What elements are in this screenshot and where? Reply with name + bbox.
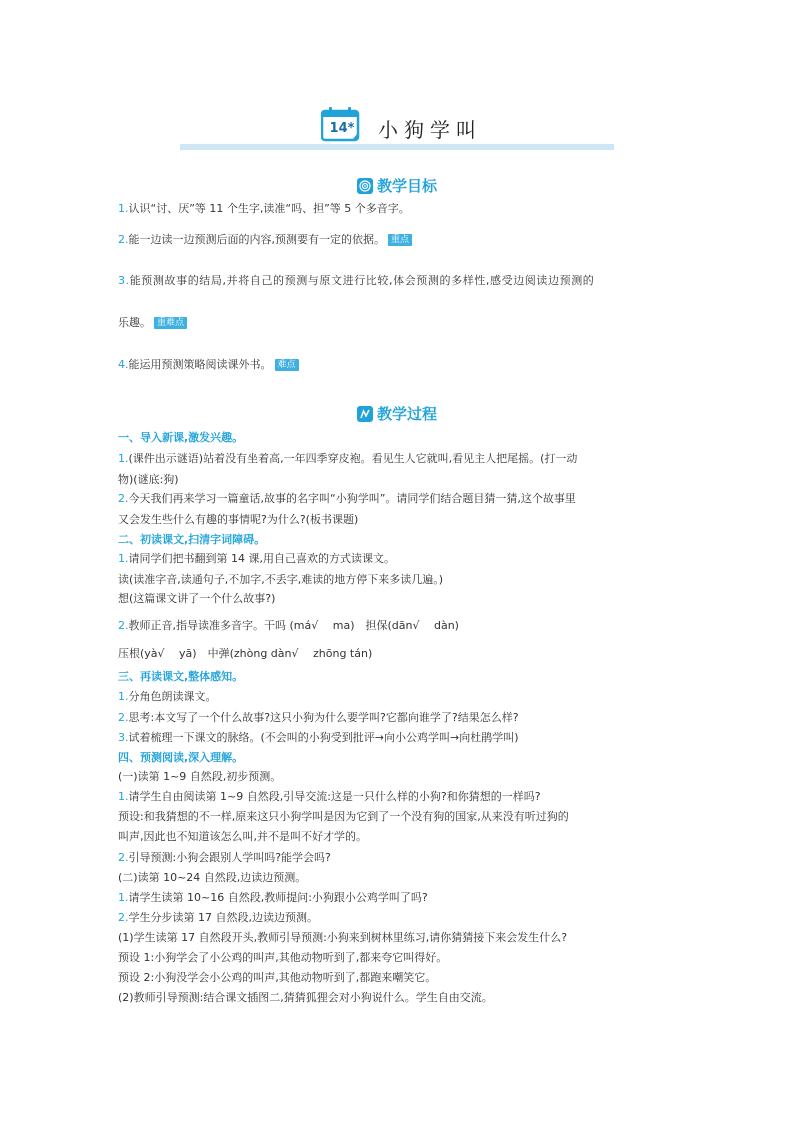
target-icon — [357, 178, 373, 194]
goal-item: 1.认识“讨、厌”等 11 个生字,读准“吗、担”等 5 个多音字。 — [118, 202, 410, 215]
process-line: 叫声,因此也不知道该怎么叫,并不是叫不好才学的。 — [118, 830, 367, 843]
process-line: 2.教师正音,指导读准多音字。干吗 (má√ ma) 担保(dān√ dàn) — [118, 619, 459, 632]
lesson-title-block — [180, 102, 614, 150]
process-line: 2.引导预测:小狗会跟别人学叫吗?能学会吗? — [118, 851, 331, 864]
lesson-number: 14* — [329, 121, 355, 136]
process-line: 预设:和我猜想的不一样,原来这只小狗学叫是因为它到了一个没有狗的国家,从来没有听过狗的 — [118, 810, 569, 823]
page-title: 小狗学叫 — [378, 118, 482, 142]
process-line: (一)读第 1~9 自然段,初步预测。 — [118, 770, 282, 783]
process-line: (二)读第 10~24 自然段,边读边预测。 — [118, 871, 307, 884]
key-difficulty-badge: 重难点 — [154, 317, 187, 329]
goal-item: 4.能运用预测策略阅读课外书。 难点 — [118, 357, 299, 373]
process-line: (1)学生读第 17 自然段开头,教师引导预测:小狗来到树林里练习,请你猜猜接下来会发生什么? — [118, 931, 568, 944]
process-line: 2.学生分步读第 17 自然段,边读边预测。 — [118, 911, 318, 924]
process-line: 2.思考:本文写了一个什么故事?这只小狗为什么要学叫?它都向谁学了?结果怎么样? — [118, 711, 519, 724]
process-line: 又会发生些什么有趣的事情呢?为什么?(板书课题) — [118, 513, 359, 526]
process-line: 预设 1:小狗学会了小公鸡的叫声,其他动物听到了,都来夸它叫得好。 — [118, 951, 448, 964]
process-line: 预设 2:小狗没学会小公鸡的叫声,其他动物听到了,都跑来嘲笑它。 — [118, 971, 437, 984]
process-line: 2.今天我们再来学习一篇童话,故事的名字叫“小狗学叫”。请同学们结合题目猜一猜,这个故事里 — [118, 492, 576, 505]
process-line: 3.试着梳理一下课文的脉络。(不会叫的小狗受到批评→向小公鸡学叫→向杜鹃学叫) — [118, 731, 519, 744]
difficulty-badge: 难点 — [275, 359, 299, 371]
process-line: 1.请同学们把书翻到第 14 课,用自己喜欢的方式读课文。 — [118, 552, 395, 565]
process-line: 1.(课件出示谜语)站着没有坐着高,一年四季穿皮袍。看见生人它就叫,看见主人把尾摇。(打一动 — [118, 452, 578, 465]
section-subheading: 三、再读课文,整体感知。 — [118, 670, 244, 683]
title-underline-bar — [180, 144, 614, 150]
process-line: 1.分角色朗读课文。 — [118, 690, 217, 703]
goal-item: 2.能一边读一边预测后面的内容,预测要有一定的依据。 重点 — [118, 232, 412, 248]
process-line: 物)(谜底:狗) — [118, 473, 179, 486]
goal-item: 3.能预测故事的结局,并将自己的预测与原文进行比较,体会预测的多样性,感受边阅读边预测的 — [118, 274, 595, 287]
section-subheading: 四、预测阅读,深入理解。 — [118, 751, 244, 764]
process-line: 想(这篇课文讲了一个什么故事?) — [118, 592, 276, 605]
goals-heading: 教学目标 — [376, 177, 437, 195]
process-icon — [357, 406, 373, 422]
goal-item-continued: 乐趣。 重难点 — [118, 315, 187, 331]
process-line: (2)教师引导预测:结合课文插图二,猜猜狐狸会对小狗说什么。学生自由交流。 — [118, 991, 493, 1004]
section-subheading: 一、导入新课,激发兴趣。 — [118, 431, 244, 444]
process-section-header — [0, 403, 794, 424]
goals-section-header — [0, 175, 794, 196]
key-point-badge: 重点 — [388, 234, 412, 246]
section-subheading: 二、初读课文,扫清字词障碍。 — [118, 533, 266, 546]
process-line: 压根(yà√ yā) 中弹(zhòng dàn√ zhōng tán) — [118, 647, 373, 660]
process-line: 1.请学生自由阅读第 1~9 自然段,引导交流:这是一只什么样的小狗?和你猜想的一样吗? — [118, 790, 541, 803]
process-line: 读(读准字音,读通句子,不加字,不丢字,难读的地方停下来多读几遍。) — [118, 573, 444, 586]
process-line: 1.请学生读第 10~16 自然段,教师提问:小狗跟小公鸡学叫了吗? — [118, 891, 428, 904]
process-heading: 教学过程 — [376, 405, 437, 423]
